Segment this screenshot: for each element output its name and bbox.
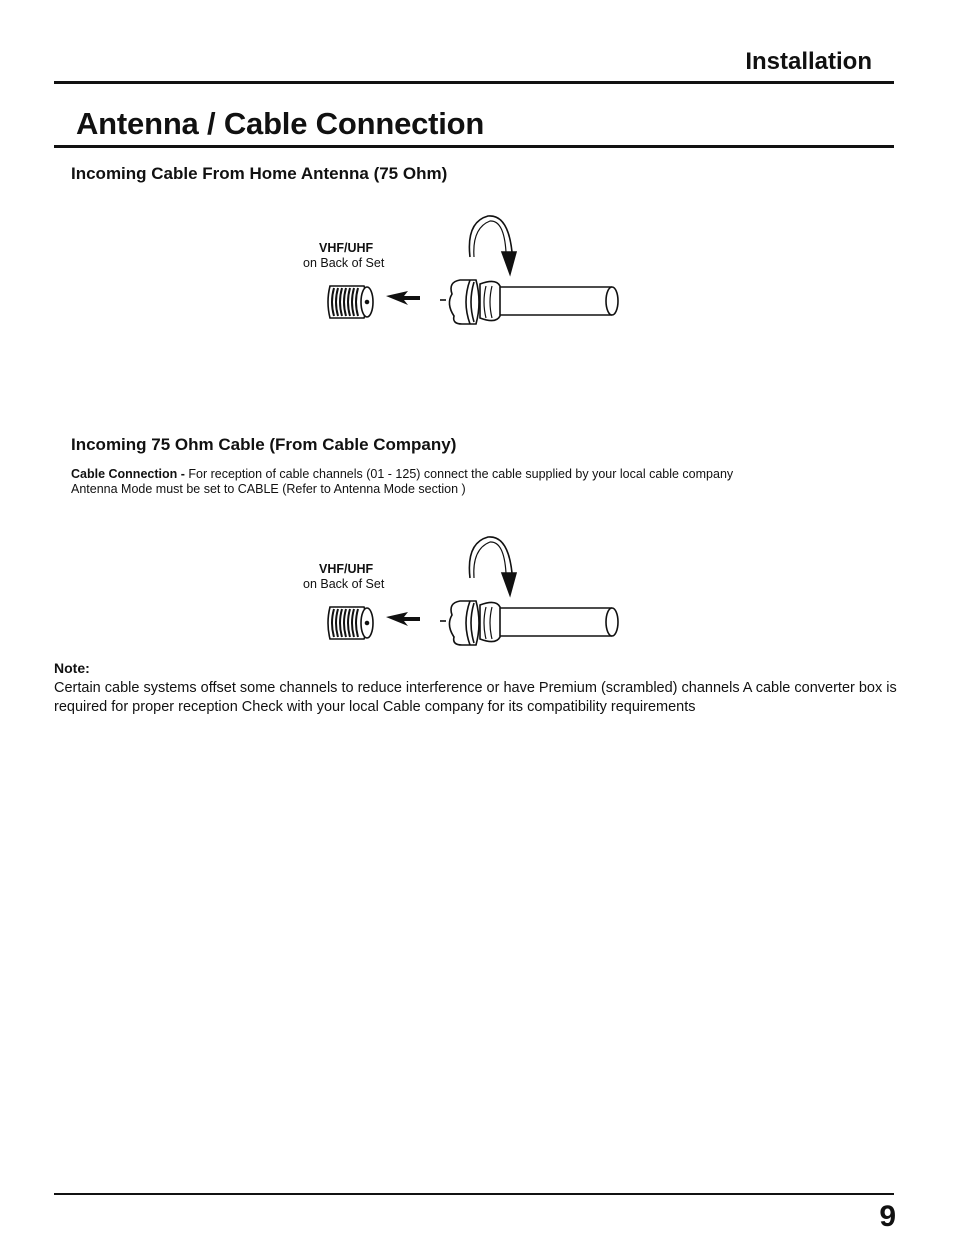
diagram-label-back-of-set: on Back of Set (303, 256, 385, 270)
connect-arrow-icon (386, 612, 420, 626)
heading-cable-company: Incoming 75 Ohm Cable (From Cable Company) (71, 435, 457, 454)
coax-connector-illustration (300, 212, 630, 327)
connection-diagram-cable (300, 533, 630, 648)
f-connector-icon (440, 280, 618, 324)
cable-connection-text-line2: Antenna Mode must be set to CABLE (Refer to Antenna Mode section ) (71, 482, 466, 496)
page-number: 9 (879, 1200, 896, 1233)
threaded-terminal-icon (328, 286, 373, 318)
heading-home-antenna: Incoming Cable From Home Antenna (75 Ohm) (71, 164, 448, 183)
f-connector-icon (440, 601, 618, 645)
cable-connection-paragraph (71, 467, 871, 497)
coax-connector-illustration (300, 533, 630, 648)
note-label: Note: (54, 660, 90, 676)
diagram-label-back-of-set: on Back of Set (303, 577, 385, 591)
cable-connection-text-line1: For reception of cable channels (01 - 125) connect the cable supplied by your local cable company (184, 467, 734, 481)
turn-arrow-icon (469, 537, 516, 595)
threaded-terminal-icon (328, 607, 373, 639)
turn-arrow-icon (469, 216, 516, 274)
section-header: Installation (745, 48, 872, 75)
footer-rule (54, 1193, 894, 1195)
diagram-label-vhf-uhf: VHF/UHF (319, 241, 374, 255)
header-rule (54, 81, 894, 84)
cable-connection-label: Cable Connection - (71, 467, 185, 481)
diagram-label-vhf-uhf: VHF/UHF (319, 562, 374, 576)
title-rule (54, 145, 894, 148)
connect-arrow-icon (386, 291, 420, 305)
connection-diagram-antenna (300, 212, 630, 327)
note-text: Certain cable systems offset some channels to reduce interference or have Premium (scrambled) channels A cable converter box is required for proper reception Check with your local Cable company for its compatibility requirements (54, 680, 897, 715)
page-title: Antenna / Cable Connection (76, 106, 485, 141)
